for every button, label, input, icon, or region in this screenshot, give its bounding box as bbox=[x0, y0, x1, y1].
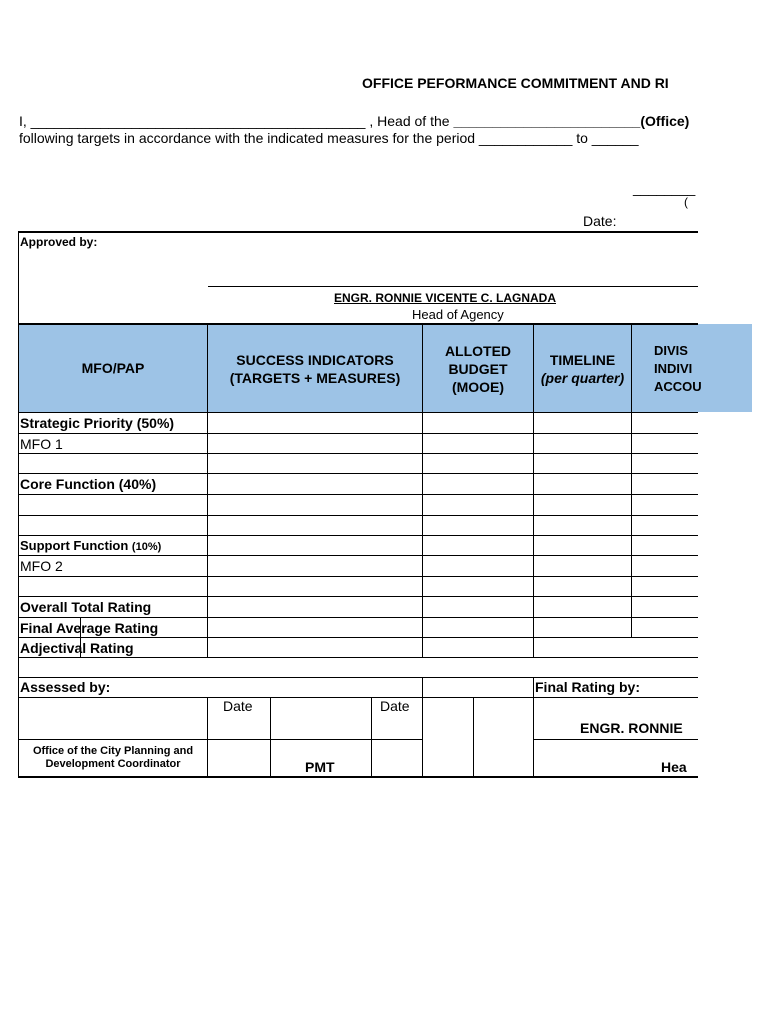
header-alloted-budget bbox=[423, 342, 533, 396]
header-division-line-1: DIVIS bbox=[654, 343, 688, 358]
assessment-date-label-2: Date bbox=[380, 698, 410, 714]
header-success-line-2: (TARGETS + MEASURES) bbox=[229, 370, 401, 386]
row-line bbox=[18, 697, 698, 698]
intro-line-2: following targets in accordance with the indicated measures for the period ____________ to ______ bbox=[19, 130, 639, 146]
header-mfo-text: MFO/PAP bbox=[81, 360, 145, 376]
header-top-border bbox=[18, 323, 698, 325]
col-line-division bbox=[631, 323, 632, 638]
intro-name-blank: I, ___________________________________________ bbox=[19, 113, 366, 129]
row-line bbox=[18, 617, 698, 618]
intro-office-blank: ________________________ bbox=[453, 113, 641, 129]
col-line-date1 bbox=[207, 697, 208, 777]
final-rater-role: Hea bbox=[661, 759, 687, 775]
row-line bbox=[18, 576, 698, 577]
header-budget-line-1: ALLOTED bbox=[444, 343, 512, 359]
col-line-final bbox=[533, 677, 534, 777]
row-support-pct: (10%) bbox=[131, 541, 162, 553]
col-line-date2 bbox=[371, 697, 372, 777]
row-line bbox=[534, 739, 698, 740]
page-title: OFFICE PEFORMANCE COMMITMENT AND RI bbox=[362, 75, 669, 91]
row-line bbox=[18, 433, 698, 434]
office-line-2: Development Coordinator bbox=[45, 758, 181, 770]
approver-role: Head of Agency bbox=[412, 307, 504, 322]
row-line bbox=[18, 535, 698, 536]
row-mfo-1: MFO 1 bbox=[20, 436, 63, 452]
approver-signature-line bbox=[208, 286, 698, 287]
row-line bbox=[18, 515, 698, 516]
assessed-by-label: Assessed by: bbox=[20, 679, 111, 695]
col-line-pmt bbox=[270, 697, 271, 777]
header-division-line-3: ACCOU bbox=[654, 379, 702, 394]
row-line bbox=[18, 494, 698, 495]
header-success-indicators bbox=[208, 351, 422, 387]
row-line bbox=[18, 453, 698, 454]
assessment-date-label-1: Date bbox=[223, 698, 253, 714]
signature-line: ________ bbox=[633, 180, 696, 196]
intro-head-of: , Head of the bbox=[365, 113, 454, 129]
row-support-function bbox=[20, 538, 161, 553]
signature-caption-fragment: ( bbox=[684, 195, 688, 209]
header-budget-line-2: BUDGET bbox=[448, 361, 508, 377]
row-line bbox=[18, 473, 698, 474]
row-core-function: Core Function (40%) bbox=[20, 476, 157, 492]
row-overall-total-rating: Overall Total Rating bbox=[20, 599, 152, 615]
col-line-assessed bbox=[422, 677, 423, 777]
row-line bbox=[18, 637, 698, 638]
office-line-1: Office of the City Planning and bbox=[32, 745, 194, 757]
header-bottom-border bbox=[18, 412, 698, 413]
pmt-label: PMT bbox=[305, 759, 335, 775]
table-bottom-border bbox=[18, 776, 698, 778]
col-line-extra bbox=[473, 697, 474, 777]
final-rater-name: ENGR. RONNIE bbox=[580, 720, 683, 736]
final-rating-by-label: Final Rating by: bbox=[535, 679, 640, 695]
row-line bbox=[18, 739, 422, 740]
intro-line-1 bbox=[19, 113, 689, 129]
header-success-line-1: SUCCESS INDICATORS bbox=[236, 352, 394, 368]
row-support-text: Support Function bbox=[20, 538, 132, 553]
row-adjectival-rating: Adjectival Rating bbox=[20, 640, 134, 656]
row-strategic-priority: Strategic Priority (50%) bbox=[20, 415, 175, 431]
row-mfo-2: MFO 2 bbox=[20, 558, 63, 574]
col-line-success bbox=[207, 323, 208, 658]
row-line bbox=[18, 657, 698, 658]
office-cpdc-label bbox=[19, 745, 207, 771]
header-timeline-line-2: (per quarter) bbox=[540, 370, 625, 386]
approved-top-border bbox=[18, 231, 698, 233]
header-timeline-line-1: TIMELINE bbox=[549, 352, 616, 368]
row-line bbox=[18, 596, 698, 597]
col-line-budget bbox=[422, 323, 423, 658]
header-budget-line-3: (MOOE) bbox=[451, 379, 505, 395]
row-line bbox=[18, 677, 698, 678]
intro-office-label: (Office) bbox=[640, 113, 690, 129]
col-line-timeline bbox=[533, 323, 534, 658]
approver-name: ENGR. RONNIE VICENTE C. LAGNADA bbox=[334, 291, 557, 305]
date-label: Date: bbox=[583, 213, 617, 229]
header-division bbox=[632, 342, 734, 396]
header-timeline bbox=[534, 351, 631, 387]
row-line bbox=[18, 555, 698, 556]
header-division-line-2: INDIVI bbox=[654, 361, 693, 376]
approved-by-label: Approved by: bbox=[20, 235, 98, 249]
table-left-border bbox=[18, 231, 19, 778]
row-final-average-rating: Final Average Rating bbox=[20, 620, 159, 636]
header-mfo-pap bbox=[19, 359, 207, 377]
